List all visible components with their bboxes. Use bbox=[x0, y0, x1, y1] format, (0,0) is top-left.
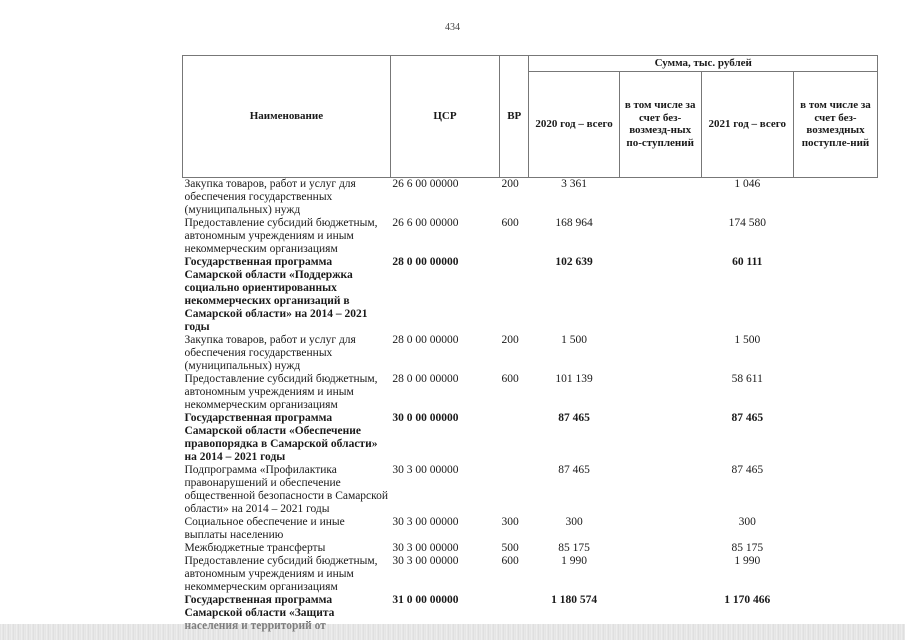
header-2021-total: 2021 год – всего bbox=[701, 71, 793, 177]
cell-csr: 31 0 00 00000 bbox=[392, 593, 459, 606]
cell-2020-grants bbox=[619, 555, 701, 594]
cell-csr: 26 6 00 00000 bbox=[392, 216, 459, 229]
cell-name: Государственная программа Самарской области «Поддержка социально ориентированных некоммерческих организаций в Самарской области» на 2014 – 2021 годы bbox=[184, 255, 368, 333]
cell-name: Государственная программа Самарской области «Защита bbox=[184, 593, 335, 619]
header-2020-total: 2020 год – всего bbox=[529, 71, 619, 177]
table-row bbox=[183, 177, 878, 217]
table-row bbox=[183, 555, 878, 594]
cell-2020-total: 85 175 bbox=[558, 541, 590, 554]
cell-2021-total: 85 175 bbox=[731, 541, 764, 554]
cell-name: Межбюджетные трансферты bbox=[184, 541, 326, 554]
cell-vr: 200 bbox=[501, 177, 519, 190]
cell-name: Социальное обеспечение и иные выплаты населению bbox=[184, 515, 345, 541]
cell-csr: 28 0 00 00000 bbox=[392, 255, 459, 268]
cell-2020-grants bbox=[619, 217, 701, 256]
cell-csr: 28 0 00 00000 bbox=[392, 372, 459, 385]
cell-2020-total: 1 500 bbox=[561, 333, 587, 346]
header-csr: ЦСР bbox=[390, 56, 499, 178]
cell-2021-total: 87 465 bbox=[731, 463, 764, 476]
table-row bbox=[183, 542, 878, 555]
table-row bbox=[183, 373, 878, 412]
cell-vr bbox=[500, 256, 529, 334]
cell-name: Предоставление субсидий бюджетным, автономным учреждениям и иным некоммерческим организациям bbox=[184, 372, 378, 411]
cell-2021-total: 1 500 bbox=[734, 333, 761, 346]
cell-2020-total: 1 180 574 bbox=[551, 593, 598, 606]
cell-2021-grants bbox=[793, 256, 877, 334]
cell-2021-total: 1 170 466 bbox=[724, 593, 771, 606]
cell-2020-total: 101 139 bbox=[555, 372, 593, 385]
table-row-program bbox=[183, 412, 878, 464]
cell-2021-grants bbox=[793, 464, 877, 516]
cell-name: Закупка товаров, работ и услуг для обеспечения государственных (муниципальных) нужд bbox=[184, 177, 356, 216]
cell-name: Государственная программа Самарской области «Обеспечение правопорядка в Самарской области» на 2014 – 2021 годы bbox=[184, 411, 378, 463]
page-number: 434 bbox=[445, 22, 460, 33]
cell-2021-grants bbox=[793, 412, 877, 464]
cell-2020-grants bbox=[619, 177, 701, 217]
cell-name: Предоставление субсидий бюджетным, автономным учреждениям и иным некоммерческим организациям bbox=[184, 554, 378, 593]
table-row-program bbox=[183, 256, 878, 334]
cell-2021-grants bbox=[793, 373, 877, 412]
cell-2021-total: 1 046 bbox=[734, 177, 761, 190]
cell-name: Закупка товаров, работ и услуг для обеспечения государственных (муниципальных) нужд bbox=[184, 333, 356, 372]
header-2021-grants: в том числе за счет без-возмездных поступле-ний bbox=[793, 71, 877, 177]
cell-2021-grants bbox=[793, 555, 877, 594]
table-row bbox=[183, 334, 878, 373]
header-sum: Сумма, тыс. рублей bbox=[529, 56, 878, 72]
cell-vr: 300 bbox=[501, 515, 519, 528]
table-body bbox=[183, 177, 878, 633]
cell-2021-grants bbox=[793, 334, 877, 373]
cell-vr: 500 bbox=[501, 541, 519, 554]
table-row bbox=[183, 464, 878, 516]
table-header bbox=[183, 56, 878, 178]
cell-2021-grants bbox=[793, 177, 877, 217]
cell-2021-grants bbox=[793, 217, 877, 256]
cell-2021-total: 174 580 bbox=[728, 216, 766, 229]
cell-2021-grants bbox=[793, 516, 877, 542]
cell-2020-total: 87 465 bbox=[558, 411, 590, 424]
cell-vr: 600 bbox=[501, 372, 519, 385]
header-vr: ВР bbox=[500, 56, 529, 178]
cell-name: Предоставление субсидий бюджетным, автономным учреждениям и иным некоммерческим организациям bbox=[184, 216, 378, 255]
cell-vr: 600 bbox=[501, 216, 519, 229]
cell-csr: 26 6 00 00000 bbox=[392, 177, 459, 190]
cell-2021-total: 58 611 bbox=[731, 372, 763, 385]
cell-csr: 30 3 00 00000 bbox=[392, 541, 459, 554]
cell-2021-total: 300 bbox=[738, 515, 756, 528]
cell-2021-grants bbox=[793, 542, 877, 555]
budget-table bbox=[182, 55, 878, 633]
cell-csr: 30 3 00 00000 bbox=[392, 554, 459, 567]
cell-vr: 600 bbox=[501, 554, 519, 567]
cell-2020-total: 168 964 bbox=[555, 216, 593, 229]
cell-name: Подпрограмма «Профилактика правонарушений и обеспечение общественной безопасности в Самарской области» на 2014 – 2021 годы bbox=[184, 463, 389, 515]
header-name: Наименование bbox=[183, 56, 391, 178]
cell-csr: 28 0 00 00000 bbox=[392, 333, 459, 346]
cell-2020-grants bbox=[619, 542, 701, 555]
cell-2020-total: 1 990 bbox=[561, 554, 587, 567]
cell-2020-grants bbox=[619, 373, 701, 412]
cell-csr: 30 3 00 00000 bbox=[392, 515, 459, 528]
cell-2020-grants bbox=[619, 464, 701, 516]
scan-edge bbox=[0, 624, 905, 640]
table-row bbox=[183, 516, 878, 542]
cell-2020-grants bbox=[619, 256, 701, 334]
cell-vr bbox=[500, 412, 529, 464]
cell-2020-grants bbox=[619, 516, 701, 542]
cell-2020-total: 3 361 bbox=[561, 177, 587, 190]
cell-2020-grants bbox=[619, 334, 701, 373]
table-row bbox=[183, 217, 878, 256]
cell-2021-total: 60 111 bbox=[732, 255, 763, 268]
cell-2021-total: 1 990 bbox=[734, 554, 761, 567]
cell-csr: 30 0 00 00000 bbox=[392, 411, 459, 424]
cell-2020-total: 87 465 bbox=[558, 463, 590, 476]
cell-2021-total: 87 465 bbox=[731, 411, 764, 424]
cell-2020-total: 102 639 bbox=[555, 255, 593, 268]
cell-vr bbox=[500, 464, 529, 516]
cell-vr: 200 bbox=[501, 333, 519, 346]
cell-2020-grants bbox=[619, 412, 701, 464]
cell-2020-total: 300 bbox=[565, 515, 583, 528]
cell-csr: 30 3 00 00000 bbox=[392, 463, 459, 476]
header-2020-grants: в том числе за счет без-возмезд-ных по-ступлений bbox=[619, 71, 701, 177]
